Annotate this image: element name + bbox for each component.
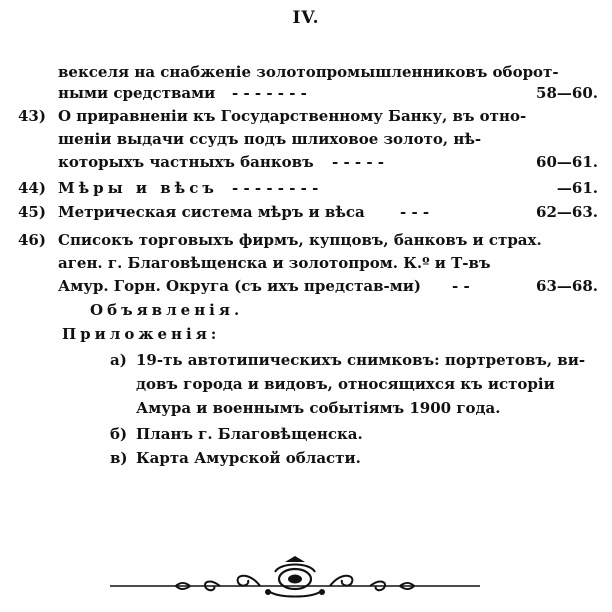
toc-line — [0, 150, 612, 174]
toc-entry-text: которыхъ частныхъ банковъ — [58, 153, 314, 171]
toc-entry-text: векселя на снабженіе золотопромышленниковъ оборот- — [58, 63, 559, 81]
entry-number: 46) — [18, 231, 46, 249]
appendix-label: б) — [110, 425, 128, 443]
toc-entry-text: ными средствами — [58, 84, 216, 102]
appendix-item — [0, 372, 612, 396]
toc-line — [0, 200, 612, 224]
entry-number: 44) — [18, 179, 46, 197]
toc-line — [0, 322, 612, 346]
page-range: 60—61. — [536, 153, 598, 171]
appendices-heading: Приложенія: — [62, 325, 221, 343]
toc-entry-text: Амур. Горн. Округа (съ ихъ представ-ми) — [58, 277, 421, 295]
appendix-text: Амура и военнымъ событіямъ 1900 года. — [136, 399, 501, 417]
entry-number: 43) — [18, 107, 46, 125]
toc-entry-text: О приравненіи къ Государственному Банку, въ отно- — [58, 107, 527, 125]
ornament-divider-icon — [110, 552, 480, 600]
appendix-text: 19-ть автотипическихъ снимковъ: портретовъ, ви- — [136, 351, 586, 369]
leader-dashes: - - — [452, 277, 470, 295]
page-range: 62—63. — [536, 203, 598, 221]
appendix-label: а) — [110, 351, 127, 369]
toc-line — [0, 127, 612, 151]
toc-entry-text: Списокъ торговыхъ фирмъ, купцовъ, банковъ и страх. — [58, 231, 542, 249]
toc-line — [0, 274, 612, 298]
toc-line — [0, 81, 612, 105]
toc-entry-text: шеніи выдачи ссудъ подъ шлиховое золото, нѣ- — [58, 130, 482, 148]
page-number: IV. — [292, 8, 320, 28]
leader-dashes: - - - - - - - - — [232, 179, 319, 197]
appendix-item — [0, 348, 612, 372]
leader-dashes: - - - — [400, 203, 430, 221]
page-range: 63—68. — [536, 277, 598, 295]
toc-entry-text: аген. г. Благовѣщенска и золотопром. К.º и Т-въ — [58, 254, 491, 272]
announcements-heading: Объявленія. — [90, 301, 244, 319]
toc-line — [0, 228, 612, 252]
entry-number: 45) — [18, 203, 46, 221]
page-range: 58—60. — [536, 84, 598, 102]
leader-dashes: - - - - - - - — [232, 84, 307, 102]
page-range: —61. — [556, 179, 598, 197]
toc-line — [0, 298, 612, 322]
toc-entry-text: Метрическая система мѣръ и вѣса — [58, 203, 365, 221]
toc-line — [0, 251, 612, 275]
appendix-item — [0, 446, 612, 470]
appendix-text: Карта Амурской области. — [136, 449, 361, 467]
appendix-item — [0, 396, 612, 420]
toc-line — [0, 176, 612, 200]
leader-dashes: - - - - - — [332, 153, 385, 171]
appendix-text: довъ города и видовъ, относящихся къ исторіи — [136, 375, 555, 393]
toc-entry-text: Мѣры и вѣсъ — [58, 179, 218, 197]
appendix-item — [0, 422, 612, 446]
appendix-label: в) — [110, 449, 128, 467]
toc-line — [0, 104, 612, 128]
appendix-text: Планъ г. Благовѣщенска. — [136, 425, 363, 443]
